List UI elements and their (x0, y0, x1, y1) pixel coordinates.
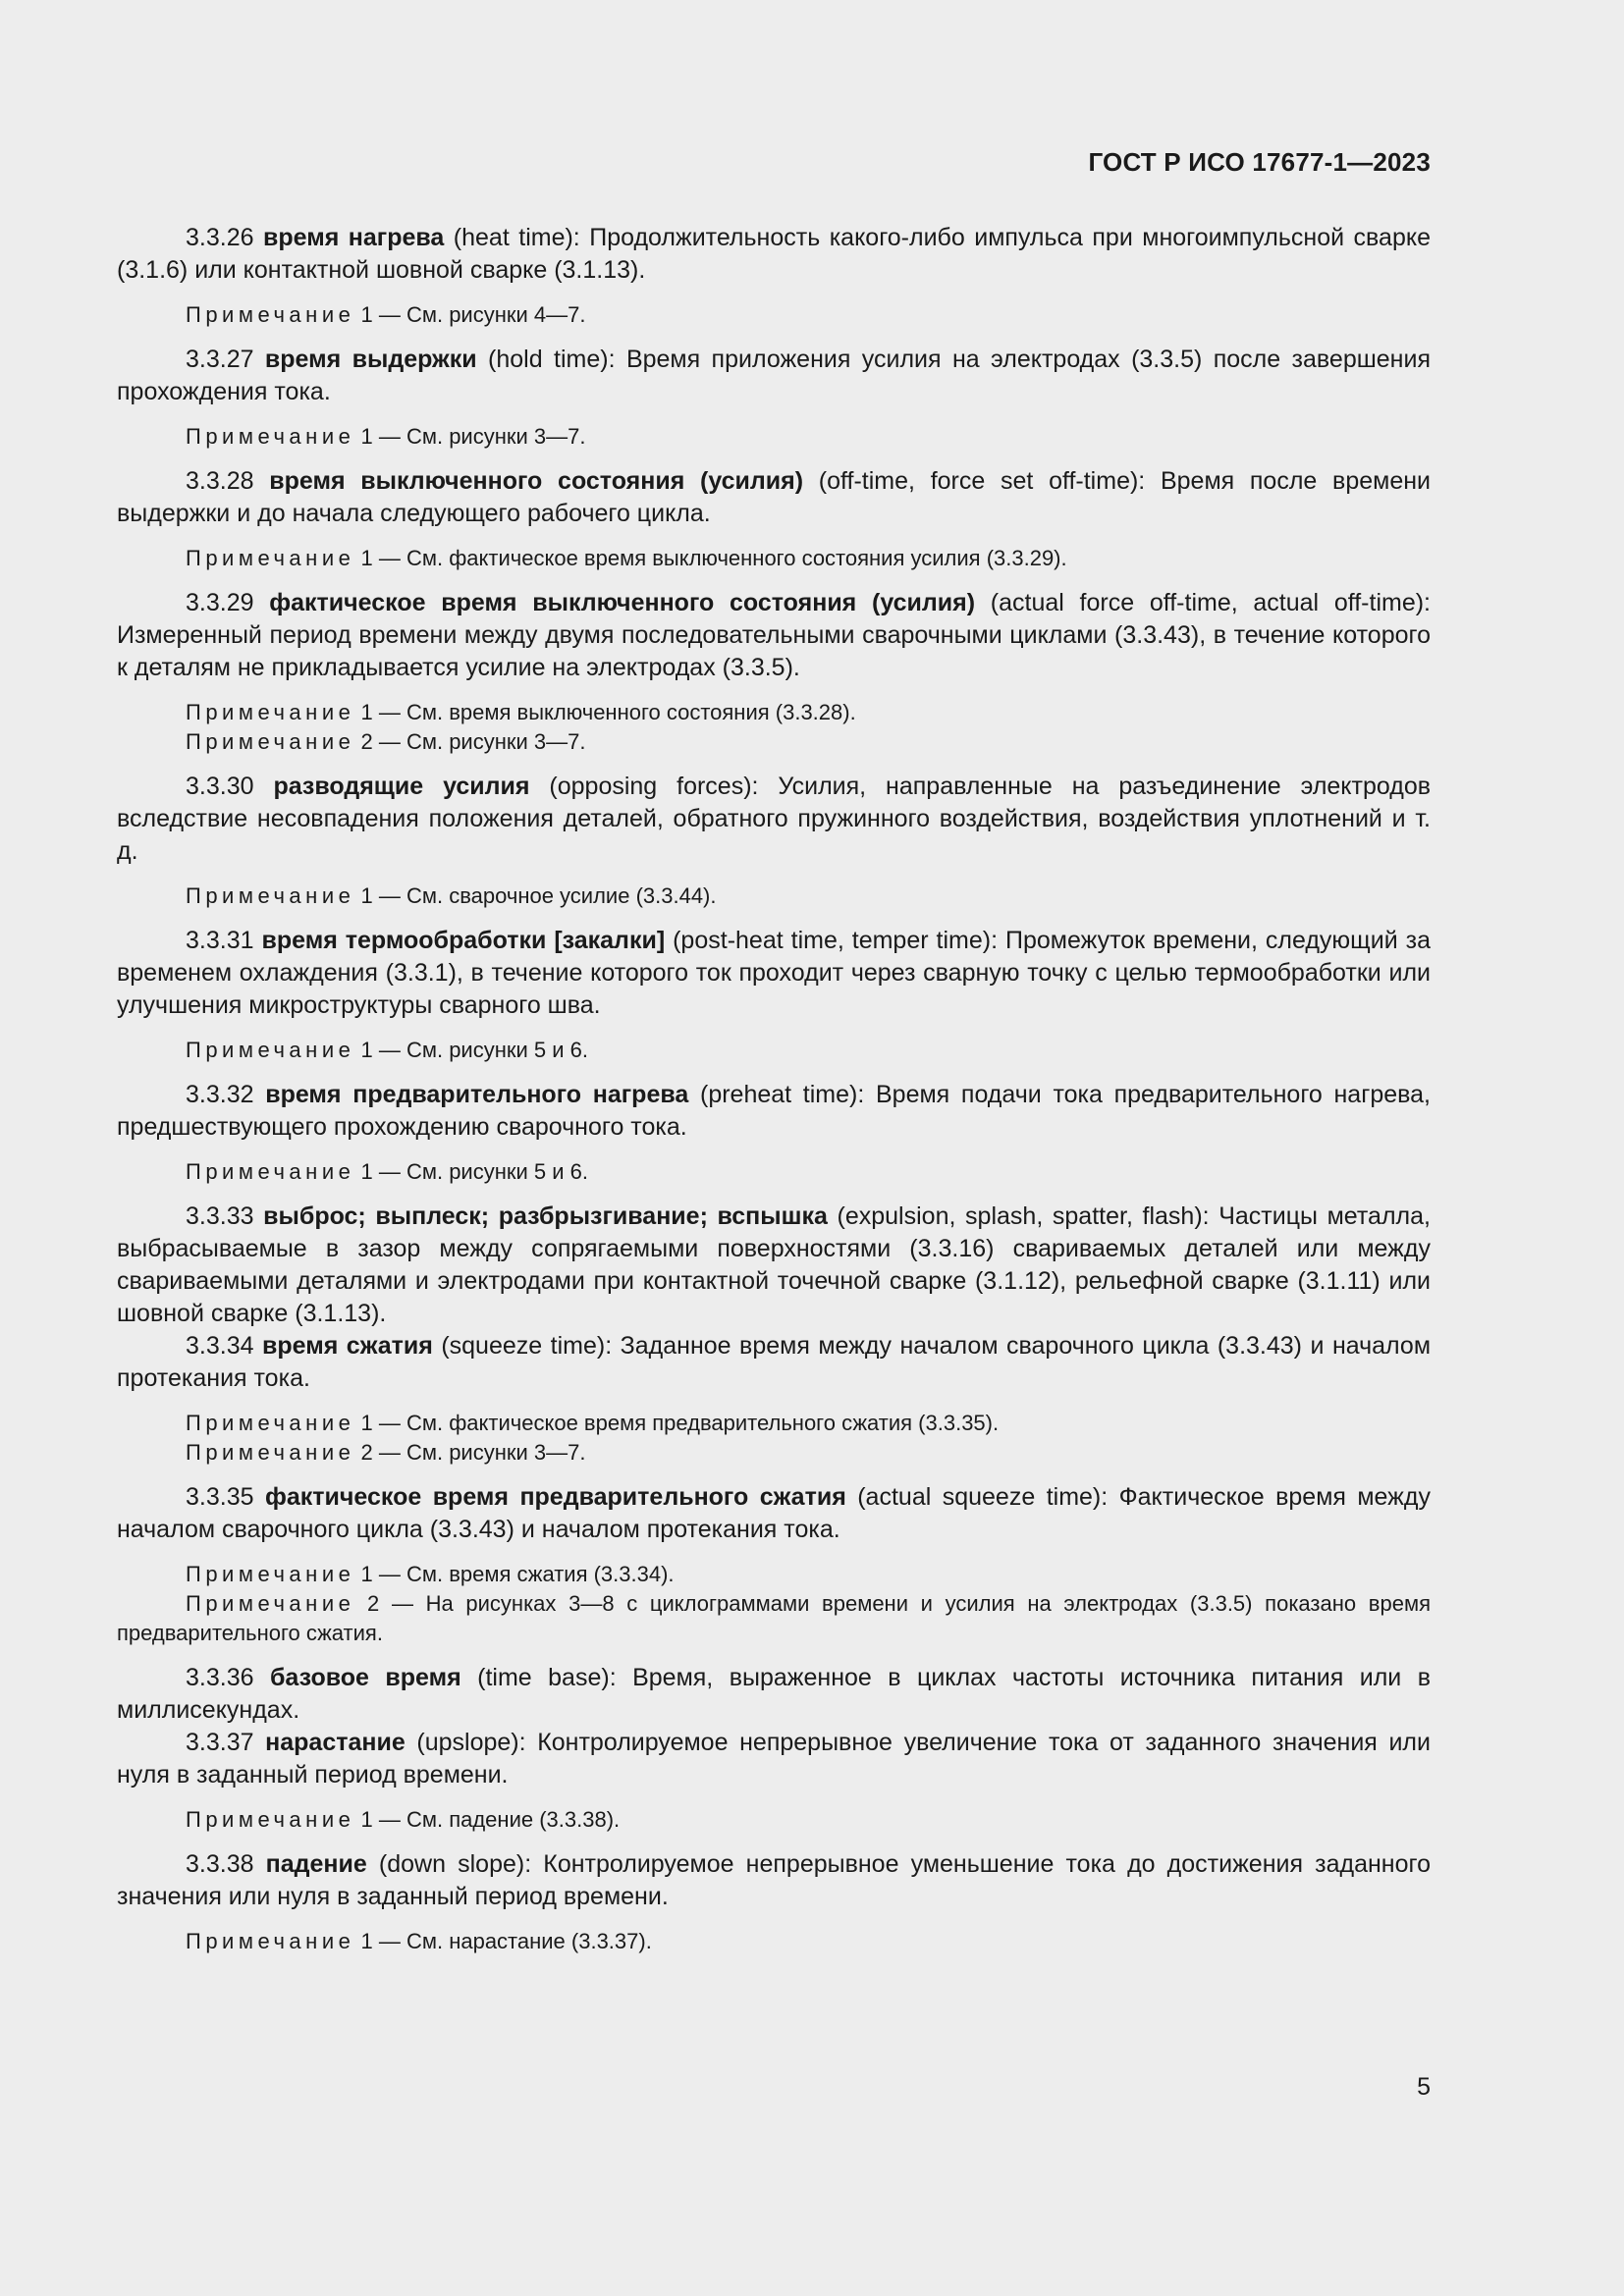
note-label: Примечание (186, 1159, 355, 1184)
entry-number: 3.3.29 (186, 589, 254, 616)
note-label: Примечание (186, 302, 355, 327)
entry-number: 3.3.27 (186, 346, 254, 373)
note (117, 1036, 1431, 1065)
note-label: Примечание (186, 1807, 355, 1832)
entry-term: падение (265, 1850, 367, 1878)
entry-term: время выдержки (264, 346, 477, 373)
definition-entry (117, 587, 1431, 684)
note (117, 1157, 1431, 1187)
entry-number: 3.3.35 (186, 1483, 254, 1511)
note-number: 1 (360, 1562, 373, 1586)
note (117, 1409, 1431, 1438)
note-text: — См. рисунки 5 и 6. (378, 1038, 588, 1062)
definition-entry (117, 465, 1431, 530)
definition-entry (117, 344, 1431, 408)
entry-term: разводящие усилия (273, 773, 530, 800)
entry-term: время сжатия (262, 1332, 433, 1360)
note-label: Примечание (186, 1038, 355, 1062)
entry-definition: (expulsion, splash, spatter, flash): Частицы металла, выбрасываемые в зазор между сопрягаемыми поверхностями (3.3.16) свариваемых деталей или между свариваемыми деталями и электродами при контактной точечной сварке (3.1.12), рельефной сварке (3.1.11) или шовной сварке (3.1.13). (117, 1202, 1431, 1327)
notes-block (117, 1927, 1431, 1956)
notes-block (117, 544, 1431, 573)
note (117, 1589, 1431, 1648)
note (117, 422, 1431, 452)
entry-term: базовое время (269, 1664, 461, 1691)
note-text: — См. фактическое время предварительного сжатия (3.3.35). (378, 1411, 1000, 1435)
entry-term: фактическое время выключенного состояния (усилия) (269, 589, 976, 616)
note-number: 1 (360, 1807, 373, 1832)
definition-entry (117, 222, 1431, 287)
note-text: — См. падение (3.3.38). (378, 1807, 621, 1832)
note-number: 1 (360, 302, 373, 327)
note-text: — См. рисунки 4—7. (378, 302, 586, 327)
entry-number: 3.3.34 (186, 1332, 254, 1360)
entry-number: 3.3.26 (186, 224, 254, 251)
definition-entry (117, 771, 1431, 868)
entry-definition: (opposing forces): Усилия, направленные на разъединение электродов вследствие несовпадения положения деталей, обратного пружинного воздействия, воздействия уплотнений и т. д. (117, 773, 1432, 865)
note-text: — См. рисунки 5 и 6. (378, 1159, 588, 1184)
note (117, 1438, 1431, 1468)
entry-definition: (actual force off-time, actual off-time): Измеренный период времени между двумя последовательными сварочными циклами (3.3.43), в течение которого к деталям не прикладывается усилие на электродах (3.3.5). (117, 589, 1431, 681)
definition-entry (117, 1079, 1431, 1144)
note-text: — См. фактическое время выключенного состояния усилия (3.3.29). (378, 546, 1067, 570)
note-number: 2 (367, 1591, 380, 1616)
note (117, 544, 1431, 573)
entry-definition: (actual squeeze time): Фактическое время между началом сварочного цикла (3.3.43) и началом протекания тока. (117, 1483, 1431, 1543)
note-text: — См. нарастание (3.3.37). (378, 1929, 652, 1953)
note-label: Примечание (186, 1591, 355, 1616)
notes-block (117, 422, 1431, 452)
notes-block (117, 698, 1431, 757)
note-text: — См. время выключенного состояния (3.3.28). (378, 700, 856, 724)
note (117, 1560, 1431, 1589)
entry-term: фактическое время предварительного сжатия (264, 1483, 846, 1511)
notes-block (117, 1560, 1431, 1648)
note-text: — См. рисунки 3—7. (378, 729, 586, 754)
note-number: 1 (360, 1411, 373, 1435)
note-text: — См. сварочное усилие (3.3.44). (378, 883, 717, 908)
entry-term: время предварительного нагрева (265, 1081, 689, 1108)
entry-definition: (time base): Время, выраженное в циклах частоты источника питания или в миллисекундах. (117, 1664, 1432, 1724)
entry-term: время термообработки [закалки] (261, 927, 666, 954)
note-number: 1 (360, 700, 373, 724)
note-number: 1 (360, 883, 373, 908)
entry-definition: (hold time): Время приложения усилия на электродах (3.3.5) после завершения прохождения тока. (117, 346, 1431, 405)
entry-definition: (heat time): Продолжительность какого-либо импульса при многоимпульсной сварке (3.1.6) или контактной шовной сварке (3.1.13). (117, 224, 1431, 284)
note-number: 1 (360, 1038, 373, 1062)
note-number: 1 (360, 424, 373, 449)
entry-number: 3.3.28 (186, 467, 254, 495)
entry-number: 3.3.37 (186, 1729, 254, 1756)
notes-block (117, 1157, 1431, 1187)
note (117, 881, 1431, 911)
entry-number: 3.3.32 (186, 1081, 254, 1108)
note-text: — См. время сжатия (3.3.34). (378, 1562, 675, 1586)
note-label: Примечание (186, 883, 355, 908)
note-label: Примечание (186, 546, 355, 570)
entry-term: выброс; выплеск; разбрызгивание; вспышка (263, 1202, 828, 1230)
entry-definition: (down slope): Контролируемое непрерывное уменьшение тока до достижения заданного значения или нуля в заданный период времени. (117, 1850, 1431, 1910)
entry-term: нарастание (265, 1729, 406, 1756)
entry-definition: (preheat time): Время подачи тока предварительного нагрева, предшествующего прохождению сварочного тока. (117, 1081, 1431, 1141)
entry-number: 3.3.38 (186, 1850, 254, 1878)
notes-block (117, 881, 1431, 911)
entry-definition: (upslope): Контролируемое непрерывное увеличение тока от заданного значения или нуля в заданный период времени. (117, 1729, 1431, 1789)
definition-entry (117, 1330, 1431, 1395)
note (117, 727, 1431, 757)
note-label: Примечание (186, 1562, 355, 1586)
note-label: Примечание (186, 700, 355, 724)
entry-number: 3.3.31 (186, 927, 254, 954)
note-text: — На рисунках 3—8 с циклограммами времени и усилия на электродах (3.3.5) показано время предварительного сжатия. (117, 1591, 1431, 1645)
entry-definition: (post-heat time, temper time): Промежуток времени, следующий за временем охлаждения (3.3.1), в течение которого ток проходит через сварную точку с целью термообработки или улучшения микроструктуры сварного шва. (117, 927, 1431, 1019)
note (117, 300, 1431, 330)
notes-block (117, 1805, 1431, 1835)
note-number: 2 (360, 1440, 373, 1465)
note-number: 1 (360, 1929, 373, 1953)
entry-definition: (off-time, force set off-time): Время после времени выдержки и до начала следующего рабочего цикла. (117, 467, 1432, 527)
note-label: Примечание (186, 1929, 355, 1953)
entry-number: 3.3.33 (186, 1202, 254, 1230)
note (117, 1805, 1431, 1835)
page-number: 5 (1417, 2073, 1431, 2101)
note-label: Примечание (186, 1440, 355, 1465)
note-number: 2 (360, 729, 373, 754)
entry-number: 3.3.30 (186, 773, 254, 800)
notes-block (117, 1409, 1431, 1468)
note (117, 698, 1431, 727)
note-label: Примечание (186, 729, 355, 754)
entry-term: время нагрева (263, 224, 445, 251)
note (117, 1927, 1431, 1956)
definition-entry (117, 925, 1431, 1022)
note-text: — См. рисунки 3—7. (378, 424, 586, 449)
entry-number: 3.3.36 (186, 1664, 254, 1691)
definition-entry (117, 1201, 1431, 1330)
note-label: Примечание (186, 424, 355, 449)
note-label: Примечание (186, 1411, 355, 1435)
definition-entry (117, 1481, 1431, 1546)
document-header: ГОСТ Р ИСО 17677-1—2023 (1088, 147, 1431, 177)
entry-definition: (squeeze time): Заданное время между началом сварочного цикла (3.3.43) и началом протекания тока. (117, 1332, 1432, 1392)
entry-term: время выключенного состояния (усилия) (269, 467, 804, 495)
definition-entry (117, 1727, 1431, 1791)
notes-block (117, 300, 1431, 330)
note-number: 1 (360, 1159, 373, 1184)
note-number: 1 (360, 546, 373, 570)
definition-entry (117, 1848, 1431, 1913)
notes-block (117, 1036, 1431, 1065)
note-text: — См. рисунки 3—7. (378, 1440, 586, 1465)
document-body (117, 222, 1431, 1970)
definition-entry (117, 1662, 1431, 1727)
